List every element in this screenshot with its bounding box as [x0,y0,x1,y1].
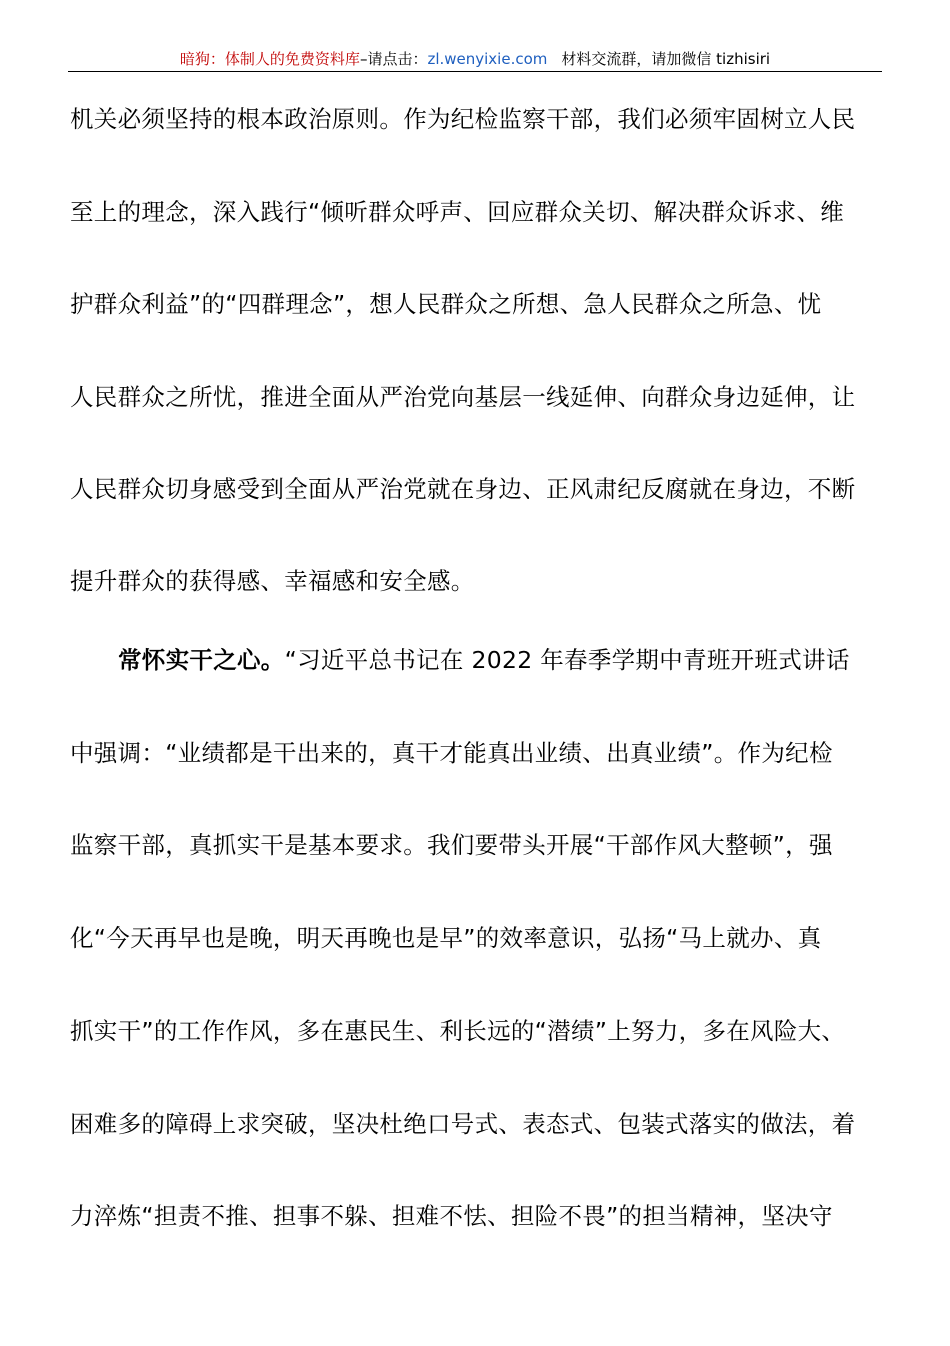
header-brand: 暗狗：体制人的免费资料库 [179,50,360,68]
body-line: 人民群众切身感受到全面从严治党就在身边、正风肃纪反腐就在身边，不断 [70,475,856,503]
body-line: 机关必须坚持的根本政治原则。作为纪检监察干部，我们必须牢固树立人民 [70,105,856,133]
body-line: 化“今天再早也是晚，明天再晚也是早”的效率意识，弘扬“马上就办、真 [70,924,822,952]
body-line: 人民群众之所忧，推进全面从严治党向基层一线延伸、向群众身边延伸，让 [70,383,856,411]
page-header [68,46,882,72]
paragraph-first-text: “习近平总书记在 2022 年春季学期中青班开班式讲话 [284,646,850,674]
paragraph-first-line [118,640,938,680]
body-line: 至上的理念，深入践行“倾听群众呼声、回应群众关切、解决群众诉求、维 [70,198,845,226]
body-line: 困难多的障碍上求突破，坚决杜绝口号式、表态式、包装式落实的做法，着 [70,1110,856,1138]
header-group-note: 材料交流群，请加微信 tizhisiri [561,50,771,68]
header-prompt: –请点击： [359,50,428,68]
body-line: 力淬炼“担责不推、担事不躲、担难不怯、担险不畏”的担当精神，坚决守 [70,1202,833,1230]
body-line: 抓实干”的工作作风，多在惠民生、利长远的“潜绩”上努力，多在风险大、 [70,1017,846,1045]
header-divider [68,71,882,72]
body-line: 护群众利益”的“四群理念”，想人民群众之所想、急人民群众之所急、忧 [70,290,822,318]
body-line: 提升群众的获得感、幸福感和安全感。 [70,567,475,595]
header-link[interactable]: zl.wenyixie.com [427,50,548,68]
body-line: 监察干部，真抓实干是基本要求。我们要带头开展“干部作风大整顿”，强 [70,831,833,859]
body-line: 中强调：“业绩都是干出来的，真干才能真出业绩、出真业绩”。作为纪检 [70,739,833,767]
paragraph-heading: 常怀实干之心。 [118,646,285,674]
